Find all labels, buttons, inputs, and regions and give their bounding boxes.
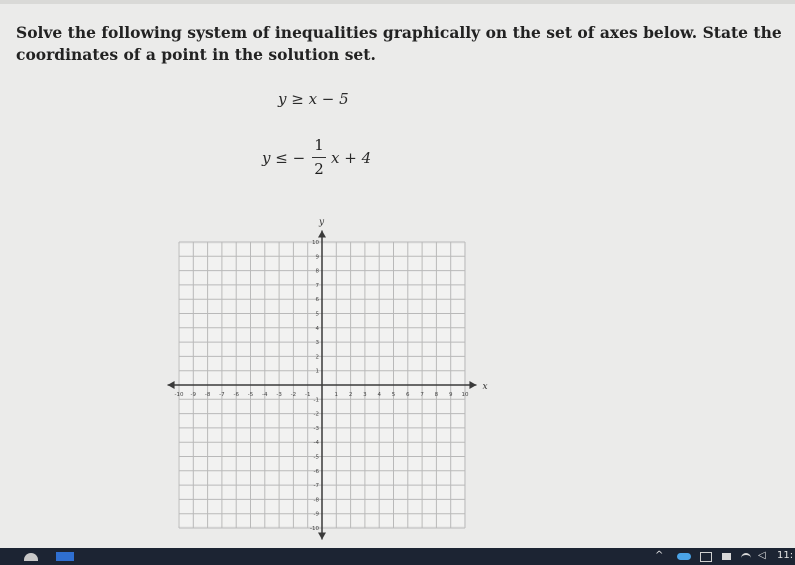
wifi-icon[interactable] bbox=[741, 553, 751, 561]
search-icon[interactable] bbox=[24, 553, 38, 561]
x-tick-label: -9 bbox=[190, 392, 197, 398]
y-tick-label: 10 bbox=[312, 240, 319, 246]
question-text: Solve the following system of inequalities graphically on the set of axes below. State the coordinates of a point in the solution set. bbox=[16, 23, 782, 64]
x-tick-label: -3 bbox=[276, 392, 282, 398]
y-axis-label: y bbox=[319, 217, 325, 228]
y-tick-label: -7 bbox=[313, 483, 319, 490]
x-tick-label: 1 bbox=[334, 392, 339, 398]
y-tick-label: 1 bbox=[315, 368, 319, 375]
cloud-icon[interactable] bbox=[677, 553, 691, 560]
y-tick-label: 6 bbox=[315, 297, 319, 304]
x-tick-label: 2 bbox=[348, 392, 353, 398]
network-icon[interactable] bbox=[700, 552, 712, 562]
y-tick-label: 4 bbox=[315, 325, 319, 332]
x-tick-label: 9 bbox=[448, 392, 453, 398]
y-axis-arrow-up bbox=[318, 231, 326, 238]
y-tick-label: -4 bbox=[313, 440, 319, 447]
x-tick-label: 7 bbox=[420, 392, 424, 398]
x-tick-label: -7 bbox=[219, 392, 225, 398]
y-tick-label: -8 bbox=[313, 497, 319, 504]
y-tick-label: -10 bbox=[310, 526, 319, 532]
y-tick-label: -2 bbox=[313, 411, 319, 418]
x-tick-label: -8 bbox=[204, 392, 211, 398]
volume-icon[interactable]: ◁ bbox=[758, 550, 766, 561]
x-tick-label: 4 bbox=[377, 392, 381, 398]
inequality-2-numerator: 1 bbox=[314, 136, 324, 154]
x-tick-label: 10 bbox=[461, 392, 469, 398]
y-tick-label: -5 bbox=[313, 454, 319, 461]
x-tick-label: 3 bbox=[363, 392, 367, 398]
y-tick-label: 2 bbox=[315, 354, 319, 361]
x-tick-label: 8 bbox=[434, 392, 439, 398]
battery-icon[interactable] bbox=[722, 553, 731, 560]
taskbar-clock[interactable]: 11: bbox=[777, 550, 794, 561]
y-tick-label: -1 bbox=[313, 397, 319, 404]
y-axis-arrow-down bbox=[318, 532, 326, 539]
x-tick-label: -1 bbox=[304, 392, 311, 398]
x-axis-arrow-right bbox=[469, 381, 476, 389]
chevron-up-icon[interactable]: ^ bbox=[655, 550, 664, 561]
y-tick-label: 5 bbox=[315, 311, 319, 318]
app-icon[interactable] bbox=[56, 552, 74, 561]
inequality-1: y ≥ x − 5 bbox=[278, 90, 349, 108]
inequality-2-lhs: y ≤ − bbox=[262, 149, 306, 167]
x-tick-label: 5 bbox=[391, 392, 396, 398]
y-tick-label: -6 bbox=[313, 468, 319, 475]
y-tick-label: 7 bbox=[315, 282, 319, 289]
y-tick-label: 9 bbox=[315, 254, 319, 261]
y-tick-label: -3 bbox=[313, 425, 319, 432]
y-tick-label: 8 bbox=[315, 268, 319, 275]
x-tick-label: -5 bbox=[247, 392, 254, 398]
x-tick-label: -2 bbox=[290, 392, 297, 398]
taskbar bbox=[0, 548, 795, 565]
inequality-2-denominator: 2 bbox=[314, 160, 324, 178]
x-tick-label: 6 bbox=[406, 392, 410, 398]
y-tick-label: 3 bbox=[315, 340, 319, 347]
x-axis-label: x bbox=[482, 382, 488, 392]
y-tick-label: -9 bbox=[313, 511, 319, 518]
x-tick-label: -4 bbox=[262, 392, 268, 398]
inequality-2-rhs: x + 4 bbox=[331, 149, 372, 167]
x-axis-arrow-left bbox=[168, 381, 175, 389]
x-tick-label: -10 bbox=[174, 392, 184, 398]
x-tick-label: -6 bbox=[233, 392, 239, 398]
